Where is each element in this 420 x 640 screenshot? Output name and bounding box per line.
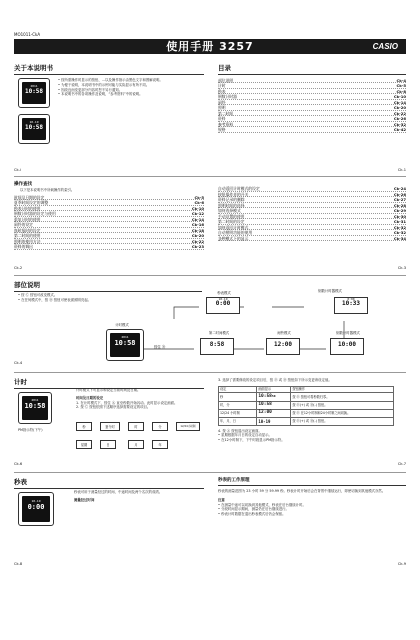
flow-step: 日: [100, 440, 116, 449]
lcd-stopwatch: 10-19 0:00: [206, 297, 240, 314]
index-row[interactable]: 夏季时间设定的调整 Ck-6: [14, 200, 204, 206]
stopwatch-note: • 分段时间显示期间，测量仍在后台继续进行。: [218, 507, 289, 512]
page-timekeeping-2: [218, 378, 406, 468]
page-stopwatch-2: [218, 478, 406, 568]
page-operation-index: [14, 182, 204, 270]
pm-indicator-note: PM指示符(下午): [18, 428, 43, 432]
table-row: 12/24 小时制 12:00 按 Ⓓ 在12小时制和24小时制之间切换。: [219, 409, 394, 417]
setting-intro: 3. 选择了需要修改的设定项目后，按 Ⓓ 或 Ⓑ 按钮如下所示变更该设定值。: [218, 378, 332, 382]
setting-sequence-flow: [76, 422, 202, 458]
mode-label-timekeeping: 计时模式: [115, 323, 129, 327]
watch-illustration: 2011 10:58: [18, 392, 52, 424]
watch-illustration: [18, 78, 50, 108]
page-number: Ck-1: [397, 168, 406, 172]
stopwatch-note: • 秒表计时数据在退出秒表模式后仍会保留。: [218, 512, 286, 517]
watch-time: 10:58: [24, 88, 44, 96]
table-header: 按钮操作: [291, 386, 394, 393]
flow-step: 秒: [76, 422, 92, 431]
page-number: Ck-6: [14, 462, 23, 466]
index-row[interactable]: 闹铃的设定 Ck-16: [14, 222, 204, 228]
lcd-countdown-2: 10:00: [330, 338, 364, 355]
stopwatch-note: • 在测量中途可以切换到其他模式，秒表在后台继续计时。: [218, 502, 306, 507]
stopwatch-intro: 秒表可用于测量经过的时间、中途时间及两个名次的成绩。: [74, 490, 163, 494]
about-bullet: • 为便于说明，本说明书中的示例可能与实际显示有所不同。: [58, 82, 150, 87]
page-heading: 计时: [14, 378, 27, 386]
index-row[interactable]: 倒数计时器的设定与使用 Ck-12: [14, 211, 204, 217]
page-number: Ck-4: [14, 361, 23, 365]
index-row[interactable]: 自动返回计时模式的设定 Ck-24: [218, 186, 406, 191]
page-heading: 关于本说明书: [14, 64, 53, 72]
page-number: Ck-3: [397, 266, 406, 270]
table-header: 设定: [219, 386, 257, 393]
flow-step: 星期: [76, 440, 92, 449]
document-code: MO1011-CkA: [14, 32, 41, 37]
table-row: 年，月，日 10-19 按 Ⓓ(+) 或 Ⓑ(-) 按钮。: [219, 418, 394, 426]
mode-label-countdown: 倒数计时器模式: [318, 289, 342, 293]
notes-heading: 注意: [218, 497, 225, 502]
page-heading: 目录: [218, 64, 231, 72]
page-number: Ck-2: [14, 266, 23, 270]
toc-row[interactable]: 资料 Ck-26: [218, 116, 406, 122]
index-row[interactable]: 每时报时的设定 Ck-18: [14, 227, 204, 233]
title-banner: [14, 39, 406, 54]
stopwatch-body: 秒表的测量范围为 23 小时 59 分 59.99 秒。秒表计时开始后会在背景中继续运行，即使切换到其他模式亦然。: [218, 489, 386, 494]
lcd-dual-time: 8:58: [200, 338, 234, 355]
page-parts: [14, 281, 406, 365]
toc-row[interactable]: 参考资料 Ck-32: [218, 121, 406, 127]
timekeeping-subheading: 时间及日期的设定: [76, 395, 104, 400]
page-stopwatch: [14, 478, 204, 568]
about-bullet: • 本说明书中的各项操作及说明，“参考资料”中的说明。: [58, 92, 143, 97]
page-heading: 部位说明: [14, 281, 40, 289]
timekeeping-intro: 计时模式下可显示和设定当前时间及日期。: [76, 388, 141, 392]
setting-note: 4. 按 Ⓐ 按钮退出设定画面。: [218, 428, 262, 433]
parts-bullet: • 在任何模式中，按 Ⓑ 按钮可使表面照明亮起。: [18, 297, 92, 302]
timekeeping-step: 2. 按 Ⓒ 按钮依照下述顺序选择需要设定的项目。: [76, 405, 151, 410]
mode-label-countdown-2: 倒数计时器模式: [336, 331, 360, 335]
mode-label-dual-time: 第二时间模式: [208, 331, 230, 335]
page-toc: [218, 64, 406, 172]
toc-row[interactable]: 秒表 Ck-8: [218, 88, 406, 94]
toc-row[interactable]: 倒数计时器 Ck-10: [218, 94, 406, 100]
watch-timekeeping: 2011 10:58: [106, 329, 144, 361]
index-row[interactable]: 照明时间的选择 Ck-28: [218, 202, 406, 208]
index-row[interactable]: 各种模式下的显示 Ck-34: [218, 235, 406, 241]
parts-bullet: • 按 Ⓒ 按钮可改变模式。: [18, 293, 58, 297]
page-about: [14, 64, 204, 172]
mode-label-stopwatch: 秒表模式: [217, 291, 231, 295]
toc-row[interactable]: 第二时间 Ck-22: [218, 110, 406, 116]
lcd-countdown: 0:00 10:33: [334, 297, 368, 314]
toc-row[interactable]: 部位说明 Ck-4: [218, 77, 406, 83]
index-row[interactable]: 时间及日期的设定 Ck-5: [14, 194, 204, 200]
setting-note: • 在12小时制下，下午时段显示PM指示符。: [218, 438, 285, 443]
timekeeping-step: 1. 在计时模式下，按住 Ⓐ 直至秒数开始闪动。此时显示设定画面。: [76, 400, 178, 405]
about-bullet: • 按所需操作时显示的按钮、…以及操作指示由黑色文字和图解说明。: [58, 78, 163, 82]
index-row[interactable]: 秒表计时的使用 Ck-10: [14, 205, 204, 211]
setting-note: • 星期根据年月日的设定自动显示。: [218, 433, 272, 438]
index-row[interactable]: 如何返回计时模式 Ck-32: [218, 224, 406, 230]
flow-step: 年: [152, 440, 168, 449]
table-row: 时，分 10:58 按 Ⓓ(+) 或 Ⓑ(-) 按钮。: [219, 401, 394, 409]
toc-row[interactable]: 规格 Ck-42: [218, 127, 406, 133]
table-header: 画面显示: [257, 386, 291, 393]
flow-step: 夏令时: [100, 422, 120, 431]
watch-time: 10:58: [24, 124, 44, 132]
index-row[interactable]: 第二时间的设定 Ck-31: [218, 219, 406, 224]
index-intro: 以下是本说明书中所载操作的索引。: [20, 188, 75, 193]
page-operation-index-2: [218, 186, 406, 270]
watch-illustration: 10-19 0:00: [18, 492, 54, 526]
index-row[interactable]: 手动设置的使用 Ck-30: [218, 213, 406, 219]
index-row[interactable]: 重复计时的使用 Ck-14: [14, 216, 204, 222]
flow-step: 时: [128, 422, 144, 431]
index-row[interactable]: 照明的使用方法 Ck-22: [14, 238, 204, 244]
watch-illustration-2: [18, 114, 50, 144]
page-number: Ck-8: [14, 562, 23, 566]
page-number: Ck-9: [397, 562, 406, 566]
manual-title: 使用手册 3257: [166, 40, 254, 53]
index-row[interactable]: 资料记录的删除 Ck-27: [218, 197, 406, 202]
flow-step: 12/24小时制: [176, 422, 200, 431]
page-timekeeping: [14, 378, 204, 468]
page-heading: 秒表的工作原理: [218, 478, 250, 483]
toc-row[interactable]: 计时 Ck-5: [218, 83, 406, 89]
index-row[interactable]: 如何选择模式 Ck-29: [218, 208, 406, 213]
brand-logo: CASIO: [372, 42, 398, 51]
flow-step: 分: [152, 422, 168, 431]
hold-instruction: 按住 Ⓑ: [154, 345, 166, 349]
about-bullet: • 因改良而变更部分内容时恕不另行通知。: [58, 87, 123, 92]
table-row: 秒 10:5850 按 Ⓓ 按钮可将秒数归零。: [219, 393, 394, 401]
watch-year: 2011: [30, 84, 38, 88]
setting-table: [218, 386, 394, 426]
index-row[interactable]: 第二时间的使用 Ck-20: [14, 233, 204, 239]
toc-row[interactable]: 照明 Ck-20: [218, 105, 406, 111]
page-heading: 操作查找: [14, 182, 32, 187]
flow-step: 月: [128, 440, 144, 449]
index-row[interactable]: 资料的调出 Ck-23: [14, 244, 204, 250]
page-number: Ck-7: [397, 462, 406, 466]
mode-label-alarm: 闹铃模式: [277, 331, 291, 335]
page-number: Ck-i: [14, 168, 21, 172]
watch-date: 10-19: [29, 120, 39, 124]
lcd-alarm: 12:00: [266, 338, 300, 355]
toc-row[interactable]: 闹铃 Ck-14: [218, 99, 406, 105]
index-row[interactable]: 自动照明功能的使用 Ck-32: [218, 230, 406, 235]
page-heading: 秒表: [14, 478, 27, 486]
stopwatch-subheading: 测量经过时间: [74, 497, 95, 502]
index-row[interactable]: 按钮操作音的开关 Ck-26: [218, 191, 406, 197]
